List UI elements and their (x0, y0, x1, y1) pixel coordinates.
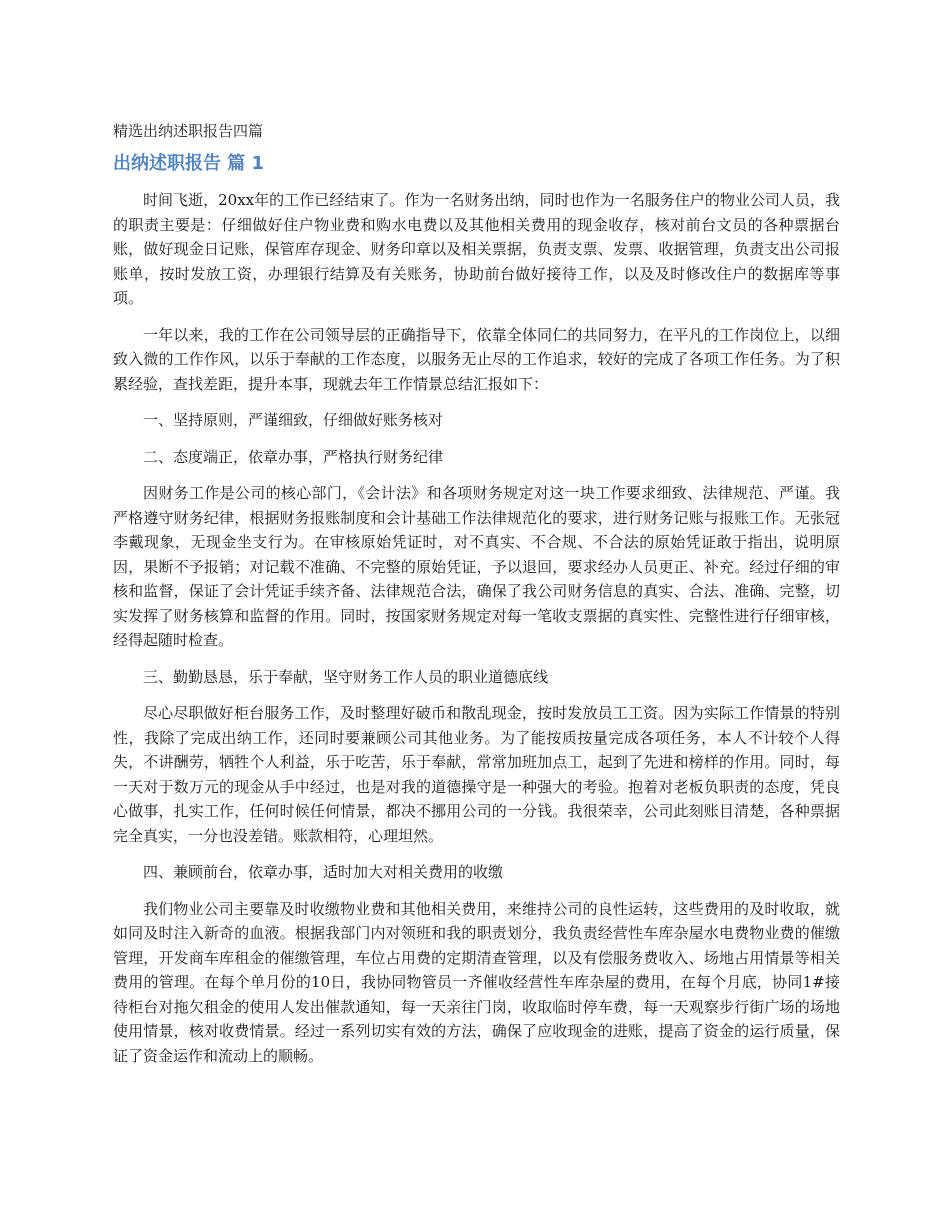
paragraph-1: 时间飞逝，20xx年的工作已经结束了。作为一名财务出纳，同时也作为一名服务住户的物业公司人员，我的职责主要是：仔细做好住户物业费和购水电费以及其他相关费用的现金收存，核对前台文员的各种票据台账，做好现金日记账，保管库存现金、财务印章以及相关票据，负责支票、发票、收据管理，负责支出公司报账单，按时发放工资，办理银行结算及有关账务，协助前台做好接待工作，以及及时修改住户的数据库等事项。 (113, 191, 840, 307)
paragraph-3: 因财务工作是公司的核心部门，《会计法》和各项财务规定对这一块工作要求细致、法律规范、严谨。我严格遵守财务纪律，根据财务报账制度和会计基础工作法律规范化的要求，进行财务记账与报账工作。无张冠李戴现象，无现金坐支行为。在审核原始凭证时，对不真实、不合规、不合法的原始凭证敢于指出，说明原因，果断不予报销；对记载不准确、不完整的原始凭证，予以退回，要求经办人员更正、补充。经过仔细的审核和监督，保证了会计凭证手续齐备、法律规范合法，确保了我公司财务信息的真实、合法、准确、完整，切实发挥了财务核算和监督的作用。同时，按国家财务规定对每一笔收支票据的真实性、完整性进行仔细审核，经得起随时检查。 (113, 484, 840, 649)
document-content (113, 120, 840, 1080)
subheading-4: 四、兼顾前台，依章办事，适时加大对相关费用的收缴 (143, 863, 504, 881)
subheading-3: 三、勤勤恳恳，乐于奉献，坚守财务工作人员的职业道德底线 (143, 667, 549, 686)
subheading-2: 二、态度端正，依章办事，严格执行财务纪律 (143, 447, 444, 466)
paragraph-5: 我们物业公司主要靠及时收缴物业费和其他相关费用，来维持公司的良性运转，这些费用的及时收取，就如同及时注入新奇的血液。根据我部门内对领班和我的职责划分，我负责经营性车库杂屋水电费物业费的催缴管理，开发商车库租金的催缴管理，车位占用费的定期清查管理，以及有偿服务费收入、场地占用情景等相关费用的管理。在每个单月份的10日，我协同物管员一齐催收经营性车库杂屋的费用，在每个月底，协同1#接待柜台对拖欠租金的使用人发出催款通知，每一天亲往门岗，收取临时停车费，每一天观察步行街广场的场地使用情景，核对收费情景。经过一系列切实有效的方法，确保了应收现金的进账，提高了资金的运行质量，保证了资金运作和流动上的顺畅。 (113, 899, 840, 1065)
document-title: 精选出纳述职报告四篇 (113, 122, 264, 140)
paragraph-4: 尽心尽职做好柜台服务工作，及时整理好破币和散乱现金，按时发放员工工资。因为实际工作情景的特别性，我除了完成出纳工作，还同时要兼顾公司其他业务。为了能按质按量完成各项任务，本人不计较个人得失，不讲酬劳，牺牲个人利益，乐于吃苦，乐于奉献，常常加班加点工，起到了先进和榜样的作用。同时，每一天对于数万元的现金从手中经过，也是对我的道德操守是一种强大的考验。抱着对老板负职责的态度，凭良心做事，扎实工作，任何时候任何情景，都决不挪用公司的一分钱。我很荣幸，公司此刻账目清楚，各种票据完全真实，一分也没差错。账款相符，心理坦然。 (113, 704, 840, 845)
section-heading: 出纳述职报告 篇 1 (113, 153, 265, 174)
subheading-1: 一、坚持原则，严谨细致，仔细做好账务核对 (143, 411, 444, 429)
paragraph-2: 一年以来，我的工作在公司领导层的正确指导下，依靠全体同仁的共同努力，在平凡的工作岗位上，以细致入微的工作作风，以乐于奉献的工作态度，以服务无止尽的工作追求，较好的完成了各项工作任务。为了积累经验，查找差距，提升本事，现就去年工作情景总结汇报如下： (113, 325, 840, 393)
